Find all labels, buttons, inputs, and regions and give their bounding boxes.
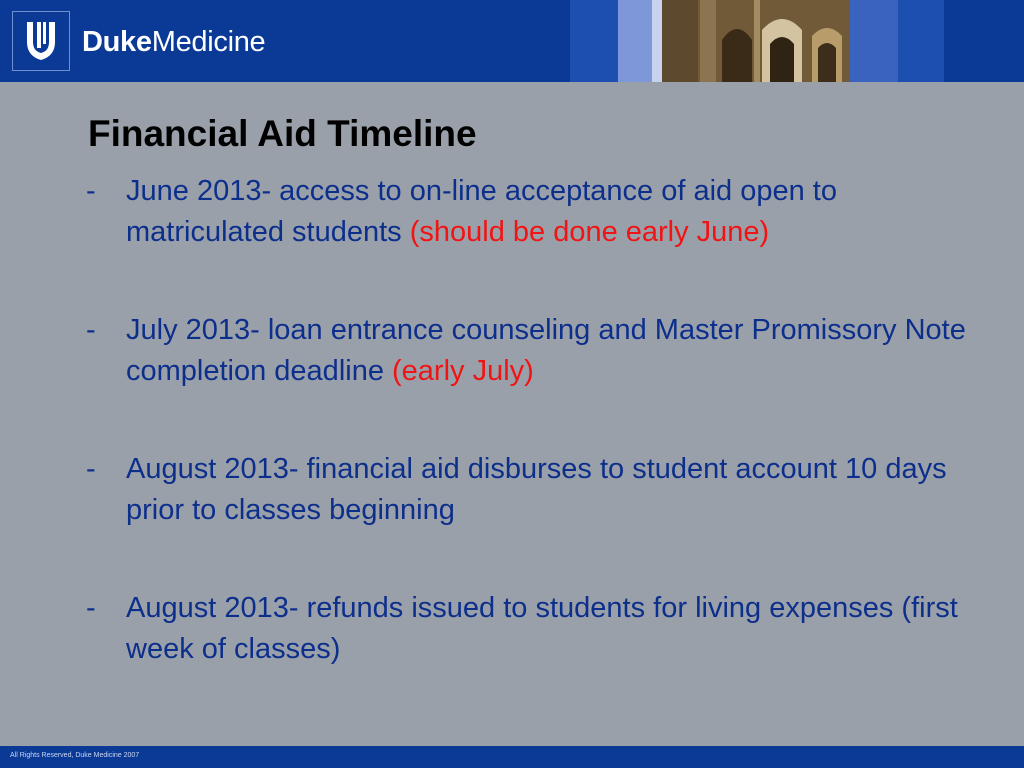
bullet-dash: - <box>86 453 96 485</box>
bullet-dash: - <box>86 592 96 624</box>
bullet-dash: - <box>86 175 96 207</box>
campus-building-photo <box>662 0 850 82</box>
duke-logo <box>12 11 70 71</box>
bullet-text: July 2013- loan entrance counseling and Master Promissory Note completion deadline <box>126 314 966 387</box>
list-item <box>86 449 966 531</box>
slide-title: Financial Aid Timeline <box>88 113 477 154</box>
list-item <box>86 310 966 392</box>
header-stripe <box>618 0 652 82</box>
logo-wordmark <box>82 24 265 60</box>
header-stripe <box>652 0 662 82</box>
footer-bar <box>0 746 1024 768</box>
logo-regular-text: Medicine <box>151 26 266 58</box>
bullet-text: June 2013- access to on-line acceptance of aid open to matriculated students <box>126 175 837 248</box>
header-banner <box>0 0 1024 82</box>
header-stripe <box>570 0 618 82</box>
list-item <box>86 171 966 253</box>
bullet-note: (should be done early June) <box>409 216 770 248</box>
bullet-note: (early July) <box>392 355 534 387</box>
header-stripe <box>850 0 898 82</box>
bullet-text: August 2013- refunds issued to students for living expenses (first week of classes) <box>126 592 958 665</box>
bullet-text: August 2013- financial aid disburses to student account 10 days prior to classes beginning <box>126 453 947 526</box>
list-item <box>86 588 966 670</box>
shield-icon <box>13 12 69 70</box>
timeline-list <box>86 171 966 670</box>
header-stripe <box>898 0 944 82</box>
copyright-text: All Rights Reserved, Duke Medicine 2007 <box>10 752 140 759</box>
logo-bold-text: Duke <box>82 26 152 58</box>
bullet-dash: - <box>86 314 96 346</box>
